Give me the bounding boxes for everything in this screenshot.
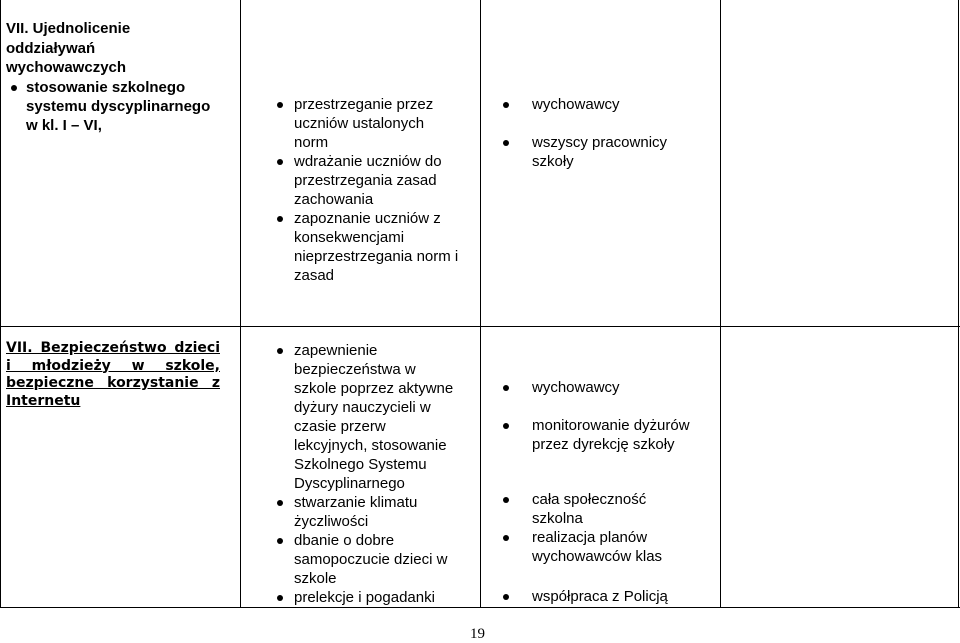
list-item [272,588,478,607]
list-item [272,341,478,493]
item-line: dbanie o dobre [294,532,395,549]
item-line: norm [294,134,329,151]
list-item [6,78,238,135]
list-item [498,378,718,397]
item-line: lekcyjnych, stosowanie [294,437,447,454]
item-line: zapoznanie uczniów z [294,210,441,227]
row1-responsible-cell [498,95,718,171]
item-line: samopoczucie dzieci w [294,551,448,568]
row2-tasks-cell [272,341,478,607]
item-line: uczniów ustalonych [294,115,425,132]
item-line: wychowawcy [532,379,620,396]
list-item [498,416,718,454]
row2-responsible-list [498,378,718,606]
item-line: w kl. I – VI, [26,116,102,134]
item-line: Szkolnego Systemu [294,456,427,473]
item-line: czasie przerw [294,418,386,435]
list-item [498,587,718,606]
item-line: wszyscy pracownicy [532,134,668,151]
item-line: zachowania [294,191,374,208]
row1-section-title [6,19,238,78]
title-line: VII. Ujednolicenie [6,20,131,37]
list-item [498,528,718,566]
list-item [272,209,478,285]
item-line: przez dyrekcję szkoły [532,436,675,453]
title-line: wychowawczych [6,59,127,76]
item-line: życzliwości [294,513,369,530]
item-line: dyżury nauczycieli w [294,399,431,416]
item-line: wdrażanie uczniów do [294,153,442,170]
row1-section-cell [6,19,238,135]
item-line: cała społeczność [532,491,647,508]
item-line: nieprzestrzegania norm i [294,248,459,265]
list-item [272,531,478,588]
title-line: oddziaływań [6,39,96,57]
item-line: realizacja planów [532,529,648,546]
item-line: monitorowanie dyżurów [532,417,690,434]
list-item [272,95,478,152]
item-line: szkole [294,570,337,587]
item-line: wychowawcy [532,96,620,113]
item-line: bezpieczeństwa w [294,361,416,378]
item-line: przestrzeganie przez [294,96,434,113]
row2-section-title: VII. Bezpieczeństwo dzieci i młodzieży w szkole, bezpieczne korzystanie z Internetu [6,340,220,409]
item-line: prelekcje i pogadanki [294,589,435,606]
item-line: zasad [294,267,335,284]
row1-responsible-list [498,95,718,171]
row2-tasks-list [272,341,478,607]
item-line: szkolna [532,510,583,527]
row1-subitems-list [6,78,238,135]
page-number: 19 [470,626,485,642]
row1-tasks-list [272,95,478,285]
list-item [498,95,718,114]
item-line: wychowawców klas [532,548,663,565]
row1-tasks-cell [272,95,478,285]
row2-responsible-cell [498,378,718,606]
list-item [272,493,478,531]
list-item [272,152,478,209]
item-line: Dyscyplinarnego [294,475,405,492]
item-line: szkoły [532,153,574,170]
list-item [498,133,718,171]
item-line: szkole poprzez aktywne [294,380,454,397]
item-line: systemu dyscyplinarnego [26,97,211,115]
item-line: współpraca z Policją [532,588,668,605]
item-line: przestrzegania zasad [294,172,437,189]
list-item [498,490,718,528]
item-line: stosowanie szkolnego [26,78,186,96]
item-line: stwarzanie klimatu [294,494,418,511]
item-line: zapewnienie [294,342,378,359]
item-line: konsekwencjami [294,229,405,246]
